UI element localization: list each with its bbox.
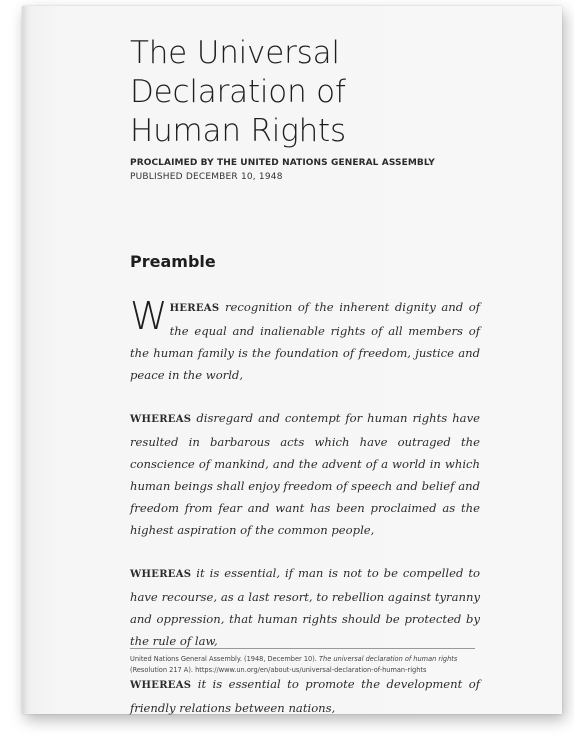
paragraph-lead: WHEREAS <box>130 680 192 691</box>
paragraph-lead: WHEREAS <box>130 414 192 425</box>
paragraph-lead: WHEREAS <box>130 569 192 580</box>
paragraph-text: disregard and contempt for human rights have resulted in barbarous acts which have outraged the conscience of mankind, and the advent of a world in which human beings shall enjoy freedom of speech and belief and freedom from fear and want has been proclaimed as the highest aspiration of the common people, <box>130 411 480 537</box>
paragraph-text: it is essential to promote the development of friendly relations between nations, <box>130 677 480 715</box>
title-line: Human Rights <box>130 113 346 149</box>
drop-cap: W <box>130 294 168 338</box>
page-spine <box>22 6 28 714</box>
title-line: Declaration of <box>130 74 346 110</box>
title-line: The Universal <box>130 35 340 71</box>
preamble-paragraph <box>130 673 480 719</box>
document-title <box>130 34 490 151</box>
paragraph-text: recognition of the inherent dignity and of the equal and inalienable rights of all members of the human family is the foundation of freedom, justice and peace in the world, <box>130 300 480 382</box>
citation-suffix: (Resolution 217 A). https://www.un.org/en/about-us/universal-declaration-of-human-rights <box>130 666 427 674</box>
footer-divider <box>130 648 475 649</box>
citation-footnote <box>130 654 475 676</box>
citation-title: The universal declaration of human rights <box>319 655 458 663</box>
paragraph-lead: HEREAS <box>169 303 220 314</box>
preamble-paragraph <box>130 407 480 541</box>
proclaimed-line: PROCLAIMED BY THE UNITED NATIONS GENERAL ASSEMBLY <box>130 158 435 168</box>
preamble-paragraph <box>130 296 480 386</box>
published-date: PUBLISHED DECEMBER 10, 1948 <box>130 172 283 182</box>
document-page <box>22 6 562 714</box>
preamble-heading: Preamble <box>130 252 216 271</box>
citation-prefix: United Nations General Assembly. (1948, December 10). <box>130 655 319 663</box>
preamble-paragraph <box>130 562 480 652</box>
paragraph-text: it is essential, if man is not to be compelled to have recourse, as a last resort, to rebellion against tyranny and oppression, that human rights should be protected by the rule of law, <box>130 566 480 648</box>
